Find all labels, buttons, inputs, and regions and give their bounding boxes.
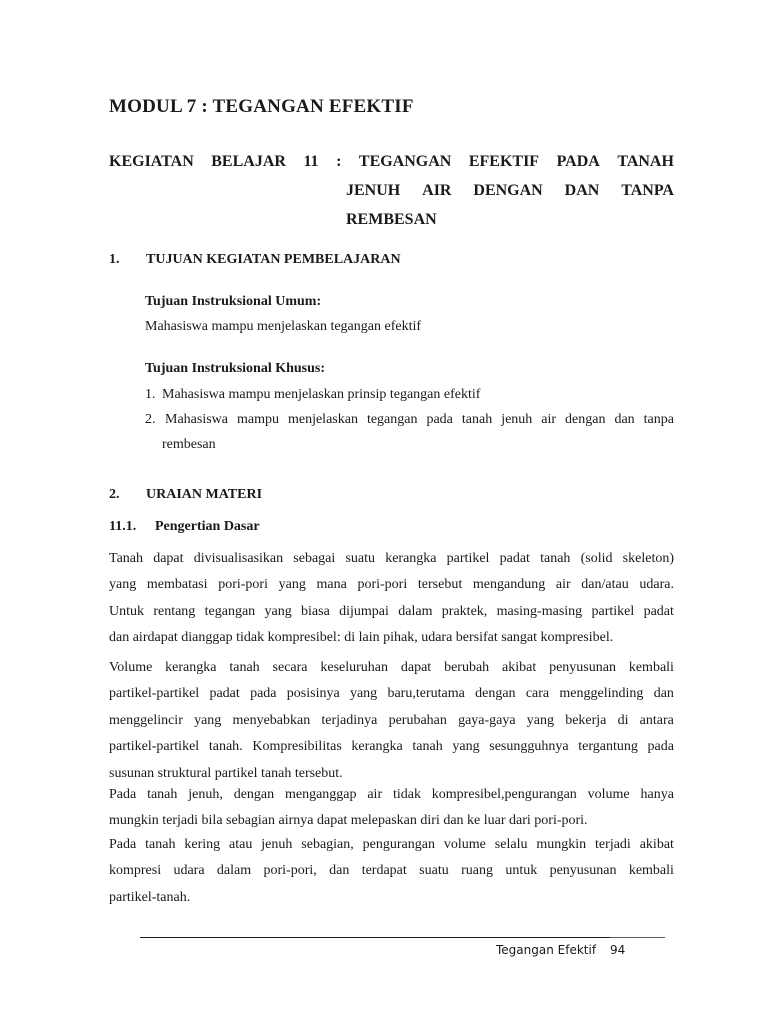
- paragraph-word: selalu: [494, 837, 528, 852]
- paragraph-word: dan: [329, 863, 350, 879]
- paragraph-word: padat: [643, 603, 674, 619]
- paragraph-word: berubah: [444, 660, 490, 675]
- paragraph-word: dapat: [153, 551, 184, 566]
- list-word: tanpa: [643, 412, 674, 427]
- section-title: URAIAN MATERI: [146, 487, 263, 502]
- paragraph-2: [109, 655, 674, 787]
- paragraph-word: ruang: [461, 863, 493, 879]
- paragraph-word: dan: [653, 686, 674, 702]
- paragraph-word: dengan: [475, 686, 516, 702]
- paragraph-word: divisualisasikan: [193, 551, 284, 566]
- paragraph-line: [109, 546, 674, 572]
- paragraph-word: yang: [452, 739, 480, 755]
- paragraph-word: membatasi: [146, 577, 208, 593]
- kegiatan-word: BELAJAR: [211, 153, 286, 170]
- kegiatan-heading-line-3: REMBESAN: [346, 211, 437, 228]
- page-number: 94: [610, 943, 626, 957]
- paragraph-word: hanya: [640, 787, 674, 802]
- footer-title: Tegangan Efektif: [496, 943, 597, 957]
- paragraph-word: volume: [443, 837, 486, 852]
- list-word: tanah: [461, 412, 493, 427]
- paragraph-word: air: [367, 787, 383, 802]
- list-word: menjelaskan: [287, 412, 358, 427]
- paragraph-word: mengandung: [472, 577, 546, 593]
- paragraph-word: padat: [209, 686, 240, 702]
- kegiatan-word: EFEKTIF: [468, 153, 540, 170]
- paragraph-3: [109, 782, 674, 835]
- paragraph-1: [109, 546, 674, 652]
- paragraph-word: udara: [173, 863, 205, 879]
- paragraph-word: menggelincir: [109, 712, 183, 728]
- kegiatan-belajar-heading: [109, 147, 674, 234]
- section-number: 1.: [109, 252, 120, 267]
- paragraph-word: yang: [264, 603, 292, 619]
- paragraph-word: di: [617, 712, 629, 728]
- paragraph-word: posisinya: [286, 686, 340, 702]
- paragraph-word: pengurangan: [362, 837, 435, 852]
- list-word: tegangan: [366, 412, 418, 427]
- paragraph-word: bekerja: [565, 712, 607, 728]
- paragraph-word: terdapat: [361, 863, 407, 879]
- paragraph-line: susunan struktural partikel tanah tersebut.: [109, 765, 343, 781]
- paragraph-word: yang: [278, 577, 306, 593]
- paragraph-line: [109, 832, 674, 858]
- paragraph-line: [109, 782, 674, 808]
- paragraph-word: menggelinding: [559, 686, 644, 702]
- kegiatan-word: :: [336, 153, 342, 170]
- kegiatan-heading-line-1: [109, 147, 674, 176]
- kegiatan-word: JENUH: [346, 182, 401, 199]
- list-item-text: Mahasiswa mampu menjelaskan prinsip tegangan efektif: [162, 387, 481, 402]
- paragraph-word: masing-masing: [496, 603, 583, 619]
- paragraph-word: Pada: [109, 787, 137, 802]
- kegiatan-word: DAN: [564, 182, 600, 199]
- kegiatan-word: KEGIATAN: [109, 153, 194, 170]
- kegiatan-word: TANAH: [617, 153, 674, 170]
- list-word: Mahasiswa: [165, 412, 228, 427]
- paragraph-line: dan airdapat dianggap tidak kompresibel: di lain pihak, udara bersifat sangat kompresibel.: [109, 630, 614, 646]
- paragraph-word: menganggap: [284, 787, 357, 802]
- kegiatan-word: DENGAN: [473, 182, 543, 199]
- list-word: dan: [614, 412, 635, 427]
- list-word: air: [541, 412, 557, 427]
- paragraph-word: dengan: [233, 787, 275, 802]
- paragraph-line: [109, 708, 674, 734]
- paragraph-word: sebagian,: [301, 837, 354, 852]
- paragraph-word: terjadinya: [321, 712, 378, 728]
- paragraph-word: tanah: [412, 739, 443, 755]
- paragraph-word: suatu: [345, 551, 376, 566]
- paragraph-word: volume: [587, 787, 630, 802]
- paragraph-word: dapat: [400, 660, 432, 675]
- list-word: dengan: [565, 412, 606, 427]
- section-title: TUJUAN KEGIATAN PEMBELAJARAN: [146, 252, 401, 267]
- page-footer: [496, 943, 625, 957]
- paragraph-word: kering: [184, 837, 221, 852]
- paragraph-word: tanah: [145, 837, 176, 852]
- tik-list: [145, 382, 674, 457]
- paragraph-word: praktek,: [441, 603, 488, 619]
- paragraph-word: rentang: [153, 603, 196, 619]
- paragraph-word: dalam: [216, 863, 252, 879]
- paragraph-word: biasa: [301, 603, 330, 619]
- subsection-number: 11.1.: [109, 519, 137, 534]
- paragraph-line: [109, 858, 674, 884]
- list-word: jenuh: [501, 412, 533, 427]
- kegiatan-heading-line-2: [346, 176, 674, 205]
- paragraph-word: kerangka: [385, 551, 437, 566]
- list-item: [145, 407, 674, 457]
- paragraph-word: menyebabkan: [232, 712, 311, 728]
- paragraph-word: (solid: [580, 551, 613, 566]
- subsection-title: Pengertian Dasar: [155, 519, 260, 534]
- paragraph-word: terjadi: [595, 837, 631, 852]
- paragraph-word: pori-pori: [357, 577, 408, 593]
- paragraph-word: Kompresibilitas: [252, 739, 342, 755]
- paragraph-word: pori-pori,: [263, 863, 317, 879]
- paragraph-line: mungkin terjadi bila sebagian airnya dapat melepaskan diri dan ke luar dari pori-pori.: [109, 813, 588, 829]
- paragraph-word: yang: [194, 712, 222, 728]
- list-item: [145, 382, 674, 407]
- paragraph-line: [109, 599, 674, 625]
- paragraph-word: dijumpai: [339, 603, 389, 619]
- paragraph-word: secara: [272, 660, 308, 675]
- paragraph-word: akibat: [502, 660, 537, 675]
- paragraph-word: tersebut: [417, 577, 463, 593]
- tiu-label: Tujuan Instruksional Umum:: [145, 294, 322, 309]
- paragraph-word: tanah: [147, 787, 178, 802]
- paragraph-word: Tanah: [109, 551, 144, 566]
- tik-label: Tujuan Instruksional Khusus:: [145, 361, 326, 376]
- list-word: pada: [426, 412, 453, 427]
- kegiatan-heading-continuation: [346, 176, 674, 234]
- paragraph-word: Untuk: [109, 603, 144, 619]
- list-item-line-2: rembesan: [162, 437, 216, 452]
- paragraph-word: air: [555, 577, 571, 593]
- paragraph-word: baru,terutama: [387, 686, 465, 702]
- paragraph-word: tegangan: [204, 603, 256, 619]
- paragraph-line: partikel-tanah.: [109, 889, 191, 905]
- paragraph-word: tergantung: [578, 739, 638, 755]
- paragraph-word: mungkin: [536, 837, 587, 852]
- paragraph-word: kembali: [628, 863, 674, 879]
- paragraph-word: kerangka: [351, 739, 403, 755]
- paragraph-word: Volume: [109, 660, 153, 675]
- paragraph-word: partikel-partikel: [109, 686, 200, 702]
- paragraph-word: dan/atau: [581, 577, 629, 593]
- section-heading-tujuan: [109, 252, 401, 268]
- paragraph-word: sebagai: [293, 551, 336, 566]
- paragraph-line: [109, 734, 674, 760]
- module-title: MODUL 7 : TEGANGAN EFEKTIF: [109, 96, 414, 117]
- paragraph-word: suatu: [419, 863, 449, 879]
- paragraph-word: atau: [229, 837, 253, 852]
- paragraph-word: udara.: [639, 577, 674, 593]
- list-item-line-1: [145, 407, 674, 432]
- paragraph-word: skeleton): [622, 551, 674, 566]
- paragraph-word: kerangka: [165, 660, 217, 675]
- footer-rule: [140, 937, 610, 938]
- paragraph-word: mana: [316, 577, 347, 593]
- subsection-heading: [109, 519, 260, 535]
- kegiatan-word: AIR: [422, 182, 452, 199]
- paragraph-word: kompresibel,pengurangan: [431, 787, 577, 802]
- section-heading-uraian: [109, 487, 262, 503]
- footer-rule-accent: [610, 937, 665, 938]
- paragraph-word: pada: [647, 739, 674, 755]
- paragraph-word: padat: [499, 551, 530, 566]
- paragraph-word: partikel-partikel: [109, 739, 200, 755]
- kegiatan-word: TEGANGAN: [358, 153, 452, 170]
- paragraph-word: gaya-gaya: [458, 712, 516, 728]
- paragraph-word: antara: [639, 712, 674, 728]
- paragraph-word: cara: [525, 686, 550, 702]
- paragraph-word: pori-pori: [218, 577, 268, 593]
- paragraph-word: yang: [349, 686, 378, 702]
- paragraph-word: kembali: [628, 660, 674, 675]
- paragraph-4: [109, 832, 674, 911]
- kegiatan-word: TANPA: [621, 182, 674, 199]
- paragraph-word: Pada: [109, 837, 137, 852]
- list-marker: 2.: [145, 412, 156, 427]
- paragraph-word: partikel: [591, 603, 635, 619]
- paragraph-word: penyusunan: [549, 660, 616, 675]
- paragraph-word: partikel: [446, 551, 490, 566]
- list-marker: 1.: [145, 387, 156, 402]
- paragraph-word: tidak: [392, 787, 421, 802]
- list-word: mampu: [236, 412, 279, 427]
- paragraph-word: kompresi: [109, 863, 162, 879]
- tiu-text: Mahasiswa mampu menjelaskan tegangan efektif: [145, 319, 422, 334]
- paragraph-word: yang: [526, 712, 555, 728]
- paragraph-word: jenuh: [261, 837, 293, 852]
- paragraph-word: tanah.: [208, 739, 243, 755]
- paragraph-word: dalam: [398, 603, 433, 619]
- paragraph-line: [109, 572, 674, 598]
- section-number: 2.: [109, 487, 120, 502]
- paragraph-word: tanah: [540, 551, 571, 566]
- paragraph-line: [109, 655, 674, 681]
- paragraph-word: tanah: [229, 660, 260, 675]
- kegiatan-word: PADA: [556, 153, 600, 170]
- paragraph-word: keseluruhan: [320, 660, 389, 675]
- paragraph-word: akibat: [639, 837, 674, 852]
- paragraph-word: sesungguhnya: [489, 739, 569, 755]
- paragraph-word: untuk: [505, 863, 538, 879]
- paragraph-word: yang: [109, 577, 137, 593]
- paragraph-line: [109, 681, 674, 707]
- paragraph-word: pada: [250, 686, 277, 702]
- paragraph-word: perubahan: [388, 712, 447, 728]
- paragraph-word: penyusunan: [549, 863, 617, 879]
- paragraph-word: jenuh,: [188, 787, 223, 802]
- kegiatan-word: 11: [303, 153, 319, 170]
